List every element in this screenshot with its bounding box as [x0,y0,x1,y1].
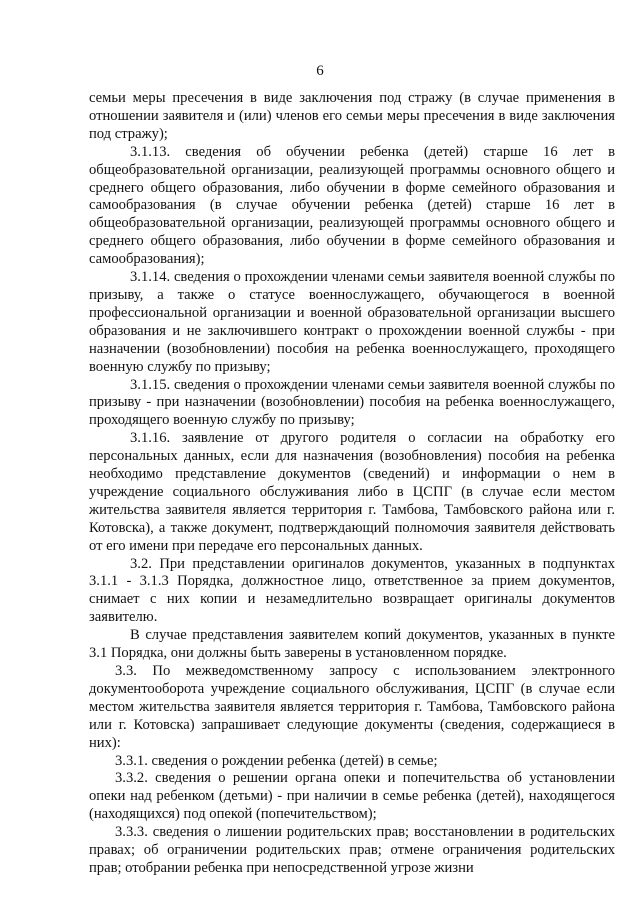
paragraph-3-1-16: 3.1.16. заявление от другого родителя о согласии на обработку его персональных данных, если для назначения (возобновления) пособия на ребенка необходимо представление документов (сведений) и информации о нем в учреждение социального обслуживания либо в ЦСПГ (в случае если местом жительства заявителя является территория г. Тамбова, Тамбовского района или г. Котовска), а также документ, подтверждающий полномочия заявителя действовать от его имени при передаче его персональных данных. [89,430,615,554]
paragraph-3-2: 3.2. При представлении оригиналов документов, указанных в подпунктах 3.1.1 - 3.1.3 Порядка, должностное лицо, ответственное за прием документов, снимает с них копии и незамедлительно возвращает оригиналы документов заявителю. [89,555,615,626]
paragraph-3-1-13: 3.1.13. сведения об обучении ребенка (детей) старше 16 лет в общеобразовательной организации, реализующей программы основного общего и среднего общего образования, либо обучении в форме семейного образования и самообразования (в случае обучении ребенка (детей) старше 16 лет в общеобразовательной организации, реализующей программы основного общего и среднего общего образования, либо обучении в форме семейного образования и самообразования); [89,143,615,268]
paragraph-3-1-15: 3.1.15. сведения о прохождении членами семьи заявителя военной службы по призыву - при назначении (возобновлении) пособия на ребенка военнослужащего, проходящего военную службу по призыву; [89,376,615,429]
paragraph-3-3: 3.3. По межведомственному запросу с использованием электронного документооборота учреждение социального обслуживания, ЦСПГ (в случае если местом жительства заявителя является территория г. Тамбова, Тамбовского района или г. Котовска) запрашивает следующие документы (сведения, содержащиеся в них): [89,663,615,751]
paragraph-3-1-14: 3.1.14. сведения о прохождении членами семьи заявителя военной службы по призыву, а также о статусе военнослужащего, обучающегося в военной профессиональной организации и военной образовательной организации высшего образования и не заключившего контракт о прохождении военной службы - при назначении (возобновлении) пособия на ребенка военнослужащего, проходящего военную службу по призыву; [89,269,615,375]
paragraph-continuation: семьи меры пресечения в виде заключения под стражу (в случае применения в отношении заявителя и (или) членов его семьи меры пресечения в виде заключения под стражу); [89,90,615,142]
document-body [89,90,615,878]
paragraph-copies-certification: В случае представления заявителем копий документов, указанных в пункте 3.1 Порядка, они должны быть заверены в установленном порядке. [89,627,615,662]
paragraph-3-3-3: 3.3.3. сведения о лишении родительских прав; восстановлении в родительских правах; об ограничении родительских прав; отмене ограничения родительских прав; отобрании ребенка при непосредственной угрозе жизни [89,824,615,876]
page-number: 6 [316,63,324,79]
paragraph-3-3-2: 3.3.2. сведения о решении органа опеки и попечительства об установлении опеки над ребенком (детьми) - при наличии в семье ребенка (детей), находящегося (находящихся) под опекой (попечительством); [89,770,615,823]
paragraph-3-3-1: 3.3.1. сведения о рождении ребенка (детей) в семье; [115,752,438,769]
